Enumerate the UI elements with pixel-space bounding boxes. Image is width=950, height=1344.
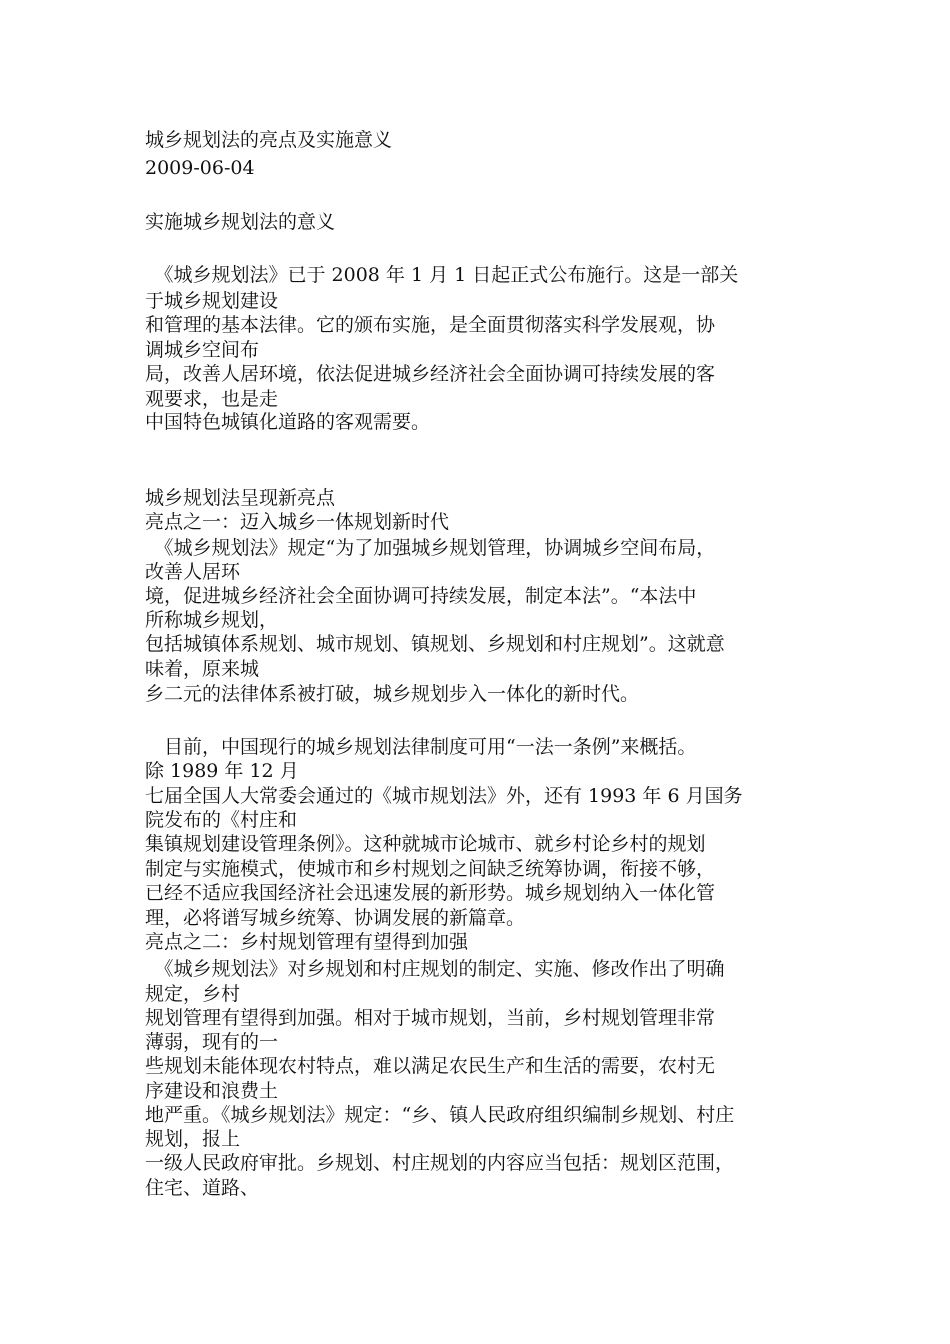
paragraph-line: 局，改善人居环境，依法促进城乡经济社会全面协调可持续发展的客 [145,363,716,385]
paragraph-line: 制定与实施模式，使城市和乡村规划之间缺乏统筹协调，衔接不够， [145,858,716,880]
paragraph-line: 目前，中国现行的城乡规划法律制度可用“一法一条例”来概括。 [145,736,697,758]
paragraph-line: 些规划未能体现农村特点，难以满足农民生产和生活的需要，农村无 [145,1055,716,1077]
paragraph-line: 规划管理有望得到加强。相对于城市规划，当前，乡村规划管理非常 [145,1007,716,1029]
paragraph-line: 院发布的《村庄和 [145,809,298,831]
paragraph-line: 《城乡规划法》已于 2008 年 1 月 1 日起正式公布施行。这是一部关 [145,264,739,286]
paragraph-line: 薄弱，现有的一 [145,1031,279,1053]
paragraph-line: 和管理的基本法律。它的颁布实施，是全面贯彻落实科学发展观，协 [145,314,716,336]
paragraph-line: 境，促进城乡经济社会全面协调可持续发展，制定本法”。“本法中 [145,585,697,607]
paragraph-line: 观要求，也是走 [145,388,279,410]
paragraph-line: 于城乡规划建设 [145,290,279,312]
paragraph-line: 中国特色城镇化道路的客观需要。 [145,411,431,433]
paragraph-line: 《城乡规划法》对乡规划和村庄规划的制定、实施、修改作出了明确 [145,958,725,980]
paragraph-line: 一级人民政府审批。乡规划、村庄规划的内容应当包括：规划区范围， [145,1152,735,1174]
section-heading-highlights: 城乡规划法呈现新亮点 [145,487,336,509]
section-heading-significance: 实施城乡规划法的意义 [145,211,336,233]
paragraph-line: 味着，原来城 [145,658,260,680]
paragraph-line: 序建设和浪费土 [145,1080,279,1102]
paragraph-line: 除 1989 年 12 月 [145,760,299,782]
paragraph-line: 包括城镇体系规划、城市规划、镇规划、乡规划和村庄规划”。这就意 [145,633,725,655]
highlight-heading-1: 亮点之一：迈入城乡一体规划新时代 [145,511,450,533]
paragraph-line: 住宅、道路、 [145,1177,260,1199]
paragraph-line: 所称城乡规划， [145,609,279,631]
paragraph-line: 集镇规划建设管理条例》。这种就城市论城市、就乡村论乡村的规划 [145,833,706,855]
paragraph-line: 规定，乡村 [145,983,241,1005]
paragraph-line: 七届全国人大常委会通过的《城市规划法》外，还有 1993 年 6 月国务 [145,785,743,807]
paragraph-line: 地严重。《城乡规划法》规定：“乡、镇人民政府组织编制乡规划、村庄 [145,1104,735,1126]
document-date: 2009-06-04 [145,157,255,179]
paragraph-line: 调城乡空间布 [145,339,260,361]
highlight-heading-2: 亮点之二：乡村规划管理有望得到加强 [145,931,469,953]
paragraph-line: 《城乡规划法》规定“为了加强城乡规划管理，协调城乡空间布局， [145,537,716,559]
paragraph-line: 理，必将谱写城乡统筹、协调发展的新篇章。 [145,907,526,929]
paragraph-line: 规划，报上 [145,1128,241,1150]
paragraph-line: 乡二元的法律体系被打破，城乡规划步入一体化的新时代。 [145,683,640,705]
paragraph-line: 改善人居环 [145,561,241,583]
document-title: 城乡规划法的亮点及实施意义 [145,129,393,151]
paragraph-line: 已经不适应我国经济社会迅速发展的新形势。城乡规划纳入一体化管 [145,882,716,904]
